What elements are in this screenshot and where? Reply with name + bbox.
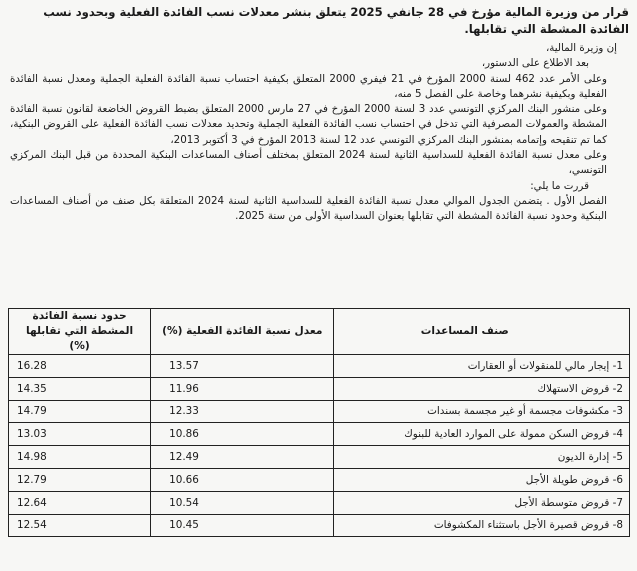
- header-limit: حدود نسبة الفائدة المشطة التي تقابلها (%): [9, 309, 151, 355]
- header-rate: معدل نسبة الفائدة الفعلية (%): [151, 309, 334, 355]
- cell-rate: 13.57: [151, 355, 334, 378]
- paragraph-preamble: إن وزيرة المالية،: [545, 42, 617, 54]
- cell-type: 2- قروض الاستهلاك: [334, 377, 630, 400]
- table-row: [9, 468, 630, 491]
- cell-type: 6- قروض طويلة الأجل: [334, 468, 630, 491]
- cell-rate: 10.54: [151, 491, 334, 514]
- document-title: قرار من وزيرة المالية مؤرخ في 28 جانفي 2025 يتعلق بنشر معدلات نسب الفائدة الفعلية وبحدود نسب الفائدة المشطة التي تقابلها.: [43, 5, 629, 36]
- paragraph-decided: قررت ما يلي:: [530, 179, 589, 192]
- rates-table-container: [8, 308, 630, 537]
- table-row: [9, 514, 630, 537]
- cell-rate: 10.45: [151, 514, 334, 537]
- table-row: [9, 423, 630, 446]
- cell-rate: 10.66: [151, 468, 334, 491]
- cell-rate: 12.49: [151, 446, 334, 469]
- cell-limit: 14.35: [9, 377, 151, 400]
- cell-type: 4- قروض السكن ممولة على الموارد العادية للبنوك: [334, 423, 630, 446]
- rates-table: [8, 308, 630, 537]
- cell-limit: 12.54: [9, 514, 151, 537]
- table-row: [9, 377, 630, 400]
- paragraph-average-rate: وعلى معدل نسبة الفائدة الفعلية للسداسية الثانية لسنة 2024 المتعلق بمختلف أصناف المساعدات البنكية المحددة من قبل البنك المركزي التونسي،: [10, 149, 607, 177]
- cell-limit: 16.28: [9, 355, 151, 378]
- cell-limit: 12.64: [9, 491, 151, 514]
- cell-rate: 11.96: [151, 377, 334, 400]
- cell-limit: 13.03: [9, 423, 151, 446]
- paragraph-decree-462: وعلى الأمر عدد 462 لسنة 2000 المؤرخ في 21 فيفري 2000 المتعلق بكيفية احتساب نسبة الفائدة الفعلية الجملية ومعدل نسبة الفائدة الفعلية وبكيفية نشرهما وخاصة على الفصل 5 منه،: [10, 72, 608, 100]
- table-row: [9, 355, 630, 378]
- table-row: [9, 491, 630, 514]
- paragraph-central-bank-circular: وعلى منشور البنك المركزي التونسي عدد 3 لسنة 2000 المؤرخ في 27 مارس 2000 المتعلق بضبط القروض الخاضعة لقانون نسبة الفائدة المشطة والعمولات المصرفية التي تدخل في احتساب نسب الفائدة الفعلية الجملية وتحديد معدلات نسب الفائدة الفعلية على القروض البنكية، كما تم تنقيحه وإتمامه بمنشور البنك المركزي التونسي عدد 12 لسنة 2013 المؤرخ في 3 أكتوبر 2013،: [10, 103, 607, 146]
- cell-type: 5- إدارة الديون: [334, 446, 630, 469]
- cell-type: 7- قروض متوسطة الأجل: [334, 491, 630, 514]
- cell-rate: 10.86: [151, 423, 334, 446]
- cell-rate: 12.33: [151, 400, 334, 423]
- paragraph-article-one: الفصل الأول . يتضمن الجدول الموالي معدل نسبة الفائدة الفعلية للسداسية الثانية لسنة 2024 المتعلقة بكل صنف من أصناف المساعدات البنكية وحدود نسبة الفائدة المشطة التي تقابلها بعنوان السداسية الأولى من سنة 2025.: [10, 194, 608, 223]
- cell-type: 3- مكشوفات مجسمة أو غير مجسمة بسندات: [334, 400, 630, 423]
- table-row: [9, 400, 630, 423]
- cell-type: 1- إيجار مالي للمنقولات أو العقارات: [334, 355, 630, 378]
- cell-type: 8- قروض قصيرة الأجل باستثناء المكشوفات: [334, 514, 630, 537]
- table-row: [9, 446, 630, 469]
- header-type: صنف المساعدات: [334, 309, 630, 355]
- cell-limit: 14.79: [9, 400, 151, 423]
- cell-limit: 12.79: [9, 468, 151, 491]
- cell-limit: 14.98: [9, 446, 151, 469]
- paragraph-constitution: بعد الاطلاع على الدستور،: [481, 57, 589, 70]
- table-header-row: [9, 309, 630, 355]
